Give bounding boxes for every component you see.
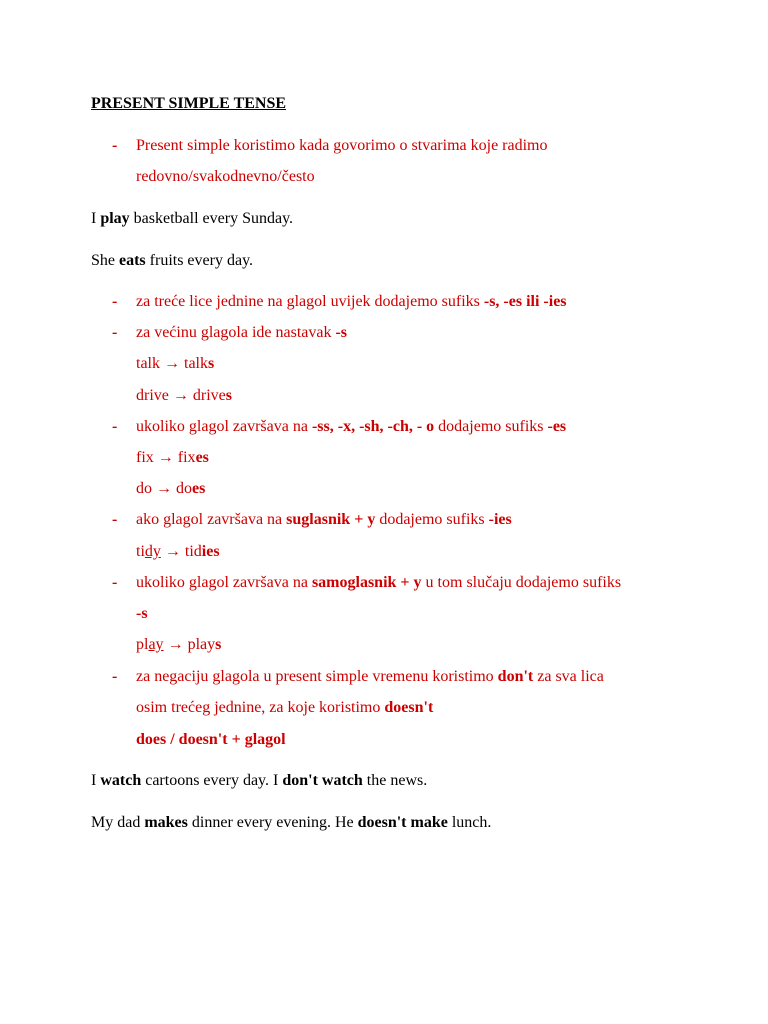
example-sentence-1 — [91, 209, 293, 229]
verb: eats — [119, 252, 146, 269]
pattern: suglasnik + y — [286, 511, 376, 528]
verb: play — [100, 210, 130, 227]
text-span: za negaciju glagola u present simple vremenu koristimo — [136, 668, 498, 685]
ending: es — [195, 449, 209, 466]
text-span: ukoliko glagol završava na — [136, 418, 312, 435]
text-span: osim trećeg jednine, za koje koristimo — [136, 699, 385, 716]
rule-vowel-y — [136, 573, 621, 593]
bullet-dash: - — [112, 574, 118, 591]
ending: s — [208, 355, 215, 372]
text-span: ako glagol završava na — [136, 511, 287, 528]
formula: does / doesn't + glagol — [136, 731, 286, 748]
stem: tid — [184, 543, 202, 560]
suffix: -s — [136, 605, 148, 622]
ending: ies — [201, 543, 220, 560]
stem: do — [176, 480, 192, 497]
base-verb: fix — [136, 449, 154, 466]
rule-consonant-y — [136, 510, 512, 530]
ending: s — [215, 636, 222, 653]
text-span: the news. — [362, 772, 428, 789]
text-span: dodajemo sufiks — [375, 511, 489, 528]
stem: fix — [177, 449, 196, 466]
text-span: za treće lice jednine na glagol uvijek dodajemo sufiks — [136, 293, 484, 310]
verb: watch — [100, 772, 142, 789]
example-talk — [136, 354, 214, 374]
suffix: -ies — [488, 511, 512, 528]
base-verb: drive — [136, 387, 169, 404]
page-title: PRESENT SIMPLE TENSE — [91, 95, 287, 112]
arrow-icon: → — [164, 543, 181, 560]
example-drive — [136, 386, 232, 406]
suffixes: -s, -es ili -ies — [483, 293, 567, 310]
example-fix — [136, 448, 209, 468]
bullet-dash: - — [112, 293, 118, 310]
example-sentence-3 — [91, 771, 427, 791]
example-sentence-4 — [91, 813, 491, 833]
rule-sibilant-endings — [136, 417, 566, 437]
example-sentence-2 — [91, 251, 253, 271]
text-span: dodajemo sufiks — [434, 418, 548, 435]
base-verb-ending: ay — [148, 636, 164, 653]
arrow-icon: → — [157, 449, 174, 466]
ending: es — [192, 480, 206, 497]
text-span: dinner every evening. He — [187, 814, 358, 831]
suffix: -s — [335, 324, 348, 341]
rule-negation-line-2 — [136, 698, 433, 718]
stem: talk — [184, 355, 208, 372]
text-span: My dad — [91, 814, 145, 831]
doesnt: doesn't — [384, 699, 434, 716]
dont: don't — [497, 668, 534, 685]
text-span: cartoons every day. I — [141, 772, 283, 789]
intro-line-1: Present simple koristimo kada govorimo o stvarima koje radimo — [136, 137, 548, 154]
example-tidy — [136, 542, 220, 562]
bullet-dash: - — [112, 668, 118, 685]
rule-negation-line-1 — [136, 667, 604, 687]
bullet-dash: - — [112, 137, 118, 154]
arrow-icon: → — [156, 480, 172, 497]
bullet-dash: - — [112, 418, 118, 435]
base-verb: talk — [136, 355, 160, 372]
stem: play — [187, 636, 216, 653]
text-span: za sva lica — [533, 668, 604, 685]
arrow-icon: → — [167, 636, 184, 653]
base-verb: do — [136, 480, 152, 497]
endings: -ss, -x, -sh, -ch, - o — [311, 418, 435, 435]
example-do — [136, 479, 205, 499]
text-span: I — [91, 772, 101, 789]
verb: doesn't make — [357, 814, 448, 831]
bullet-dash: - — [112, 511, 118, 528]
base-verb-start: pl — [136, 636, 149, 653]
base-verb-start: ti — [136, 543, 145, 560]
verb: don't watch — [282, 772, 363, 789]
bullet-dash: - — [112, 324, 118, 341]
text-span: fruits every day. — [145, 252, 254, 269]
text-span: za većinu glagola ide nastavak — [136, 324, 336, 341]
text-span: I — [91, 210, 101, 227]
rule-vowel-y-suffix — [136, 604, 148, 624]
suffix: -es — [547, 418, 567, 435]
ending: s — [225, 387, 232, 404]
text-span: She — [91, 252, 119, 269]
stem: drive — [192, 387, 226, 404]
pattern: samoglasnik + y — [311, 574, 422, 591]
rule-most-verbs — [136, 323, 347, 343]
base-verb-ending: dy — [144, 543, 161, 560]
negation-formula — [136, 730, 286, 750]
rule-third-person — [136, 292, 567, 312]
example-play — [136, 635, 221, 655]
text-span: basketball every Sunday. — [129, 210, 294, 227]
arrow-icon: → — [172, 387, 189, 404]
arrow-icon: → — [164, 355, 180, 372]
text-span: lunch. — [447, 814, 492, 831]
intro-line-2: redovno/svakodnevno/često — [136, 168, 315, 185]
text-span: ukoliko glagol završava na — [136, 574, 312, 591]
text-span: u tom slučaju dodajemo sufiks — [421, 574, 622, 591]
verb: makes — [144, 814, 188, 831]
